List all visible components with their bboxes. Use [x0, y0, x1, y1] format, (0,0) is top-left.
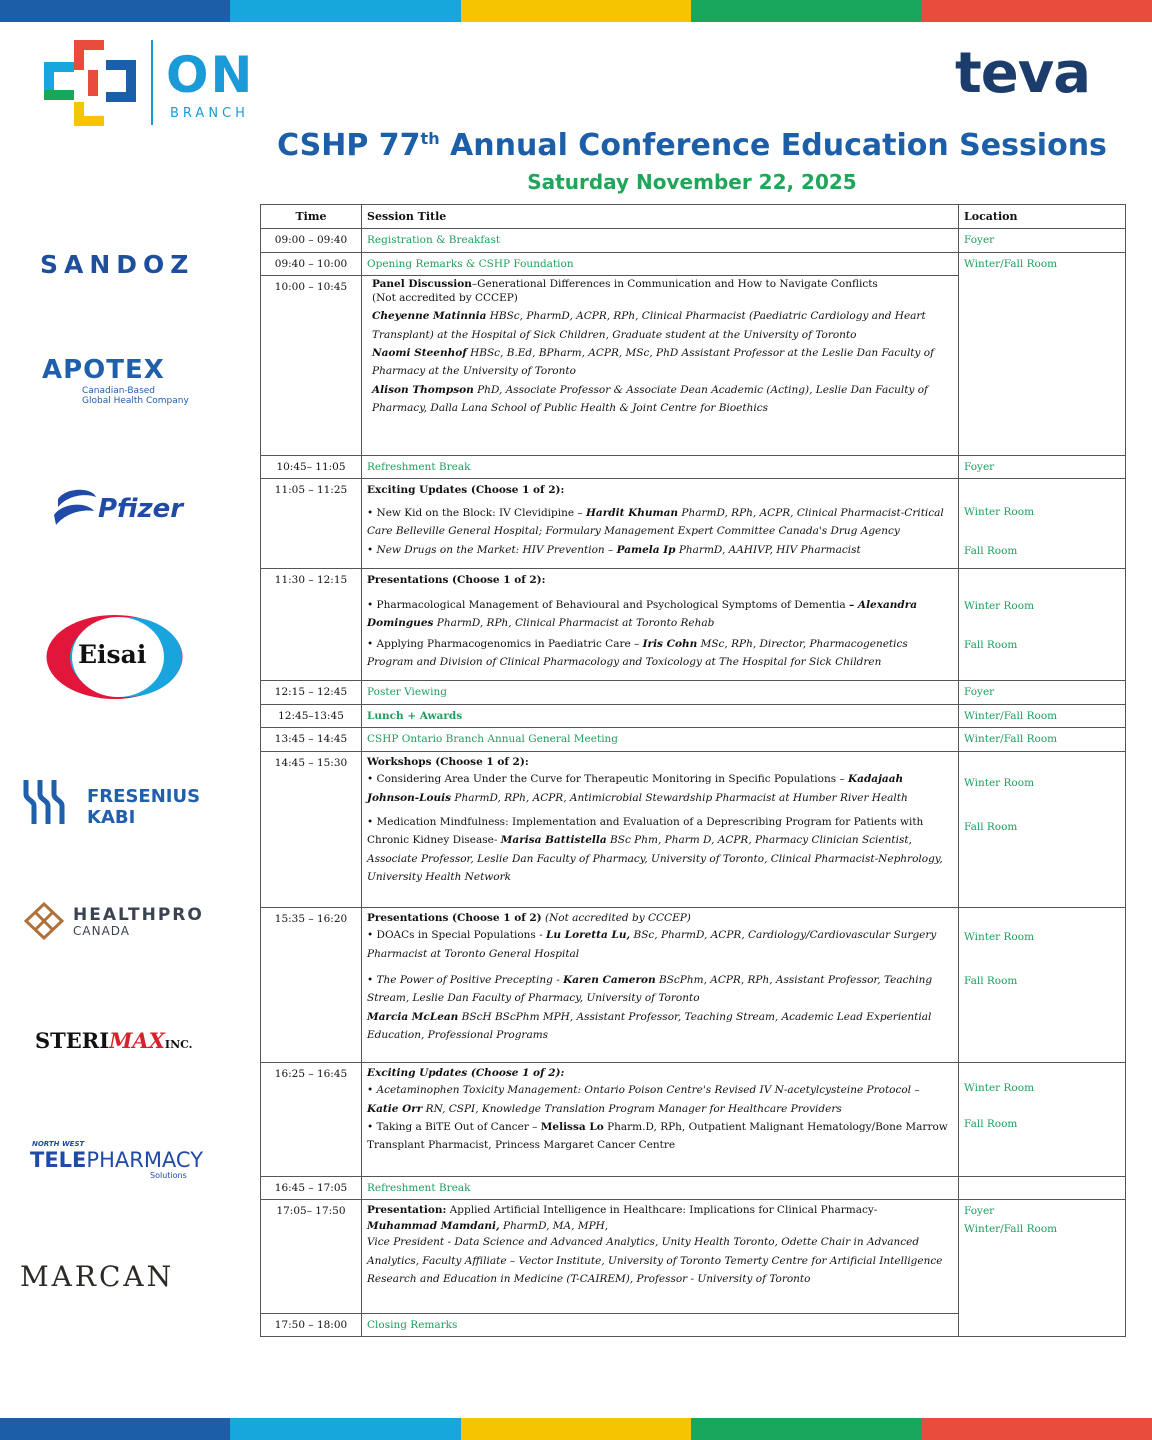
col-header-session-title: Session Title: [362, 205, 959, 229]
pfizer-logo: Pfizer: [98, 494, 184, 524]
row-title: Presentations (Choose 1 of 2): • Pharmacological Management of Behavioural and Psychological Symptoms of Dementia – Alexandra Domingues PharmD, RPh, Clinical Pharmacist at Toronto Rehab • Applying Pharmacogenomics in Paediatric Care – Iris Cohn MSc, RPh, Director, Pharmacogenetics Program and Division of Clinical Pharmacology and Toxicology at The Hospital for Sick Children: [362, 569, 959, 681]
onbranch-logo-subtext: BRANCH: [170, 106, 249, 121]
table-row: [261, 229, 1126, 252]
row-time: 16:25 – 16:45: [261, 1062, 362, 1176]
page-subtitle: Saturday November 22, 2025: [527, 170, 857, 194]
row-location: Foyer: [959, 681, 1126, 704]
col-header-time: Time: [261, 205, 362, 229]
schedule-table: [260, 204, 1126, 1337]
row-title: Closing Remarks: [362, 1313, 959, 1336]
sandoz-logo: SANDOZ: [40, 250, 195, 279]
table-header-row: [261, 205, 1126, 229]
telepharmacy-logo-top: NORTH WEST: [32, 1140, 85, 1148]
row-location: Winter/Fall Room: [959, 728, 1126, 751]
row-title: Lunch + Awards: [362, 704, 959, 727]
table-row: [261, 907, 1126, 1062]
table-row: [261, 252, 1126, 275]
row-location: Winter Room Fall Room: [959, 1062, 1126, 1176]
table-row: [261, 569, 1126, 681]
row-title: Exciting Updates (Choose 1 of 2): • Acetaminophen Toxicity Management: Ontario Poison Centre's Revised IV N-acetylcysteine Protocol – Katie Orr RN, CSPI, Knowledge Translation Program Manager for Healthcare Providers • Taking a BiTE Out of Cancer – Melissa Lo Pharm.D, RPh, Outpatient Malignant Hematology/Bone Marrow Transplant Pharmacist, Princess Margaret Cancer Centre: [362, 1062, 959, 1176]
row-time: 10:00 – 10:45: [261, 276, 362, 456]
row-title: Poster Viewing: [362, 681, 959, 704]
table-row: [261, 479, 1126, 569]
row-time: 09:40 – 10:00: [261, 252, 362, 275]
pfizer-swirl-icon: [52, 485, 98, 533]
row-time: 14:45 – 15:30: [261, 751, 362, 907]
row-time: 16:45 – 17:05: [261, 1176, 362, 1199]
row-title: Registration & Breakfast: [362, 229, 959, 252]
telepharmacy-logo: TELEPHARMACY: [30, 1148, 204, 1172]
row-time: 13:45 – 14:45: [261, 728, 362, 751]
table-row: [261, 704, 1126, 727]
row-time: 11:05 – 11:25: [261, 479, 362, 569]
row-time: 12:15 – 12:45: [261, 681, 362, 704]
row-time: 17:05– 17:50: [261, 1199, 362, 1313]
row-title: Panel Discussion–Generational Differences in Communication and How to Navigate Conflicts (Not accredited by CCCEP) Cheyenne Matinnia HBSc, PharmD, ACPR, RPh, Clinical Pharmacist (Paediatric Cardiology and Heart Transplant) at the Hospital of Sick Children, Graduate student at the University of Toronto Naomi Steenhof HBSc, B.Ed, BPharm, ACPR, MSc, PhD Assistant Professor at the Leslie Dan Faculty of Pharmacy at the University of Toronto Alison Thompson PhD, Associate Professor & Associate Dean Academic (Acting), Leslie Dan Faculty of Pharmacy, Dalla Lana School of Public Health & Joint Centre for Bioethics: [362, 276, 959, 456]
row-time: 15:35 – 16:20: [261, 907, 362, 1062]
fresenius-logo-line1: FRESENIUS: [87, 786, 201, 807]
row-location: Foyer Winter/Fall Room: [959, 1199, 1126, 1336]
row-time: 09:00 – 09:40: [261, 229, 362, 252]
row-title: Presentations (Choose 1 of 2) (Not accredited by CCCEP) • DOACs in Special Populations - Lu Loretta Lu, BSc, PharmD, ACPR, Cardiology/Cardiovascular Surgery Pharmacist at Toronto General Hospital • The Power of Positive Precepting - Karen Cameron BScPhm, ACPR, RPh, Assistant Professor, Teaching Stream, Leslie Dan Faculty of Pharmacy, University of Toronto Marcia McLean BScH BScPhm MPH, Assistant Professor, Teaching Stream, Academic Lead Experiential Education, Professional Programs: [362, 907, 959, 1062]
table-row: [261, 728, 1126, 751]
apotex-logo: APOTEX: [42, 355, 165, 385]
row-location: Winter/Fall Room: [959, 252, 1126, 455]
fresenius-logo-line2: KABI: [87, 807, 136, 828]
table-row: [261, 1062, 1126, 1176]
onbranch-logo-text: ON: [166, 46, 255, 104]
onbranch-logo-icon: [44, 40, 138, 126]
row-location: Winter Room Fall Room: [959, 569, 1126, 681]
col-header-location: Location: [959, 205, 1126, 229]
eisai-logo: Eisai: [78, 640, 147, 669]
apotex-tagline-2: Global Health Company: [82, 396, 189, 406]
row-title: Refreshment Break: [362, 1176, 959, 1199]
row-title: CSHP Ontario Branch Annual General Meeting: [362, 728, 959, 751]
row-location: [959, 1176, 1126, 1199]
row-location: Winter Room Fall Room: [959, 751, 1126, 907]
row-title: Opening Remarks & CSHP Foundation: [362, 252, 959, 275]
telepharmacy-logo-sub: Solutions: [150, 1171, 187, 1180]
row-location: Foyer: [959, 456, 1126, 479]
healthpro-logo-line2: CANADA: [73, 924, 131, 938]
sterimax-logo: STERIMAXINC.: [35, 1028, 193, 1053]
row-time: 11:30 – 12:15: [261, 569, 362, 681]
row-location: Winter Room Fall Room: [959, 479, 1126, 569]
table-row: [261, 681, 1126, 704]
row-location: Winter/Fall Room: [959, 704, 1126, 727]
marcan-logo: MARCAN: [20, 1260, 175, 1293]
top-color-stripe: [0, 0, 1152, 22]
row-title: Refreshment Break: [362, 456, 959, 479]
fresenius-logo-icon: [22, 778, 70, 826]
page-title: CSHP 77th Annual Conference Education Sessions: [277, 128, 1107, 163]
onbranch-divider: [151, 40, 153, 125]
row-title: Presentation: Applied Artificial Intelligence in Healthcare: Implications for Clinical Pharmacy- Muhammad Mamdani, PharmD, MA, MPH, Vice President - Data Science and Advanced Analytics, Unity Health Toronto, Odette Chair in Advanced Analytics, Faculty Affiliate – Vector Institute, University of Toronto Temerty Centre for Artificial Intelligence Research and Education in Medicine (T-CAIREM), Professor - University of Toronto: [362, 1199, 959, 1313]
table-row: [261, 1176, 1126, 1199]
healthpro-logo-line1: HEALTHPRO: [73, 905, 204, 925]
row-time: 12:45–13:45: [261, 704, 362, 727]
row-time: 10:45– 11:05: [261, 456, 362, 479]
row-location: Winter Room Fall Room: [959, 907, 1126, 1062]
row-title: Workshops (Choose 1 of 2): • Considering Area Under the Curve for Therapeutic Monitoring in Specific Populations – Kadajaah Johnson-Louis PharmD, RPh, ACPR, Antimicrobial Stewardship Pharmacist at Humber River Health • Medication Mindfulness: Implementation and Evaluation of a Deprescribing Program for Patients with Chronic Kidney Disease- Marisa Battistella BSc Phm, Pharm D, ACPR, Pharmacy Clinician Scientist, Associate Professor, Leslie Dan Faculty of Pharmacy, University of Toronto, Clinical Pharmacist-Nephrology, University Health Network: [362, 751, 959, 907]
bottom-color-stripe: [0, 1418, 1152, 1440]
row-location: Foyer: [959, 229, 1126, 252]
table-row: [261, 751, 1126, 907]
table-row: [261, 456, 1126, 479]
teva-logo: teva: [955, 41, 1091, 106]
row-title: Exciting Updates (Choose 1 of 2): • New Kid on the Block: IV Clevidipine – Hardit Khuman PharmD, RPh, ACPR, Clinical Pharmacist-Critical Care Belleville General Hospital; Formulary Management Expert Committee Canada's Drug Agency • New Drugs on the Market: HIV Prevention – Pamela Ip PharmD, AAHIVP, HIV Pharmacist: [362, 479, 959, 569]
healthpro-logo-icon: [24, 902, 64, 940]
table-row: [261, 1199, 1126, 1313]
apotex-tagline-1: Canadian-Based: [82, 386, 156, 396]
row-time: 17:50 – 18:00: [261, 1313, 362, 1336]
